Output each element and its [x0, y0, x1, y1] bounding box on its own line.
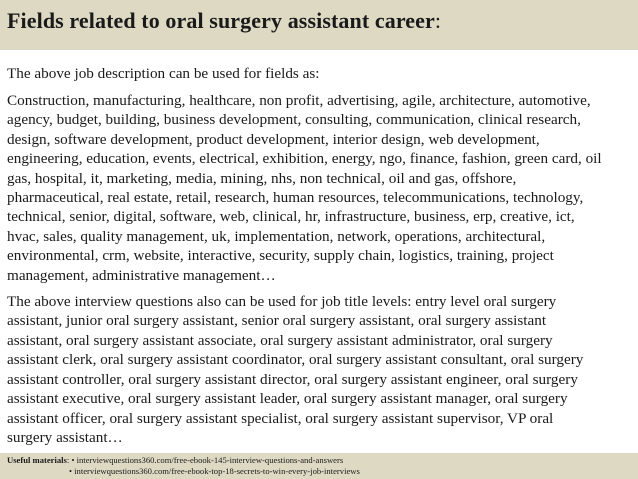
- levels-line: assistant, junior oral surgery assistant, senior oral surgery assistant, oral surgery assistant: [7, 312, 547, 330]
- intro-text: The above job description can be used for fields as:: [7, 65, 320, 82]
- levels-line: assistant controller, oral surgery assistant director, oral surgery assistant engineer, oral surgery: [7, 370, 578, 388]
- levels-line: assistant officer, oral surgery assistant specialist, oral surgery assistant supervisor, VP oral: [7, 409, 554, 427]
- slide-content: [7, 64, 635, 454]
- bullet-icon: •: [69, 465, 73, 476]
- footer-link-ebook-top-18[interactable]: interviewquestions360.com/free-ebook-top-18-secrets-to-win-every-job-interviews: [74, 465, 360, 476]
- fields-line: technical, senior, digital, software, web, clinical, hr, infrastructure, business, erp, creative, ict,: [7, 208, 575, 226]
- footer-separator: :: [66, 455, 72, 465]
- fields-line: management, administrative management…: [7, 266, 276, 284]
- footer-row-2: [7, 466, 638, 477]
- footer-link-ebook-145[interactable]: interviewquestions360.com/free-ebook-145-interview-questions-and-answers: [76, 455, 344, 465]
- fields-line: pharmaceutical, real estate, retail, research, human resources, telecommunications, technology,: [7, 189, 584, 207]
- footer-row-1: [7, 455, 638, 466]
- footer-useful-materials: [0, 453, 638, 479]
- title-bar: [0, 0, 638, 50]
- fields-line: Construction, manufacturing, healthcare, non profit, advertising, agile, architecture, automotive,: [7, 92, 591, 109]
- levels-line: The above interview questions also can be used for job title levels: entry level oral surgery: [7, 293, 557, 311]
- fields-line: design, software development, product development, interior design, web development,: [7, 130, 540, 148]
- levels-line: assistant clerk, oral surgery assistant coordinator, oral surgery assistant consultant, oral surgery: [7, 351, 584, 369]
- fields-line: gas, hospital, it, marketing, media, mining, nhs, non technical, oil and gas, offshore,: [7, 169, 517, 187]
- slide-title: [7, 8, 441, 33]
- slide-title-colon: :: [434, 8, 442, 33]
- fields-line: engineering, education, events, electrical, exhibition, energy, ngo, finance, fashion, green card, oil: [7, 150, 602, 168]
- levels-line: assistant executive, oral surgery assistant leader, oral surgery assistant manager, oral surgery: [7, 390, 568, 408]
- levels-line: assistant, oral surgery assistant associate, oral surgery assistant administrator, oral surgery: [7, 331, 553, 349]
- footer-label: Useful materials: [7, 455, 67, 465]
- fields-paragraph: [7, 91, 635, 285]
- slide-title-text: Fields related to oral surgery assistant career: [7, 8, 435, 33]
- fields-line: hvac, sales, quality management, uk, implementation, network, operations, architectural,: [7, 227, 546, 245]
- job-levels-paragraph: [7, 292, 635, 447]
- levels-line: surgery assistant…: [7, 428, 123, 446]
- fields-line: agency, budget, building, business development, consulting, communication, clinical research,: [7, 111, 581, 129]
- bullet-icon: •: [71, 455, 75, 465]
- fields-line: environmental, crm, website, interactive, security, supply chain, logistics, training, project: [7, 247, 554, 265]
